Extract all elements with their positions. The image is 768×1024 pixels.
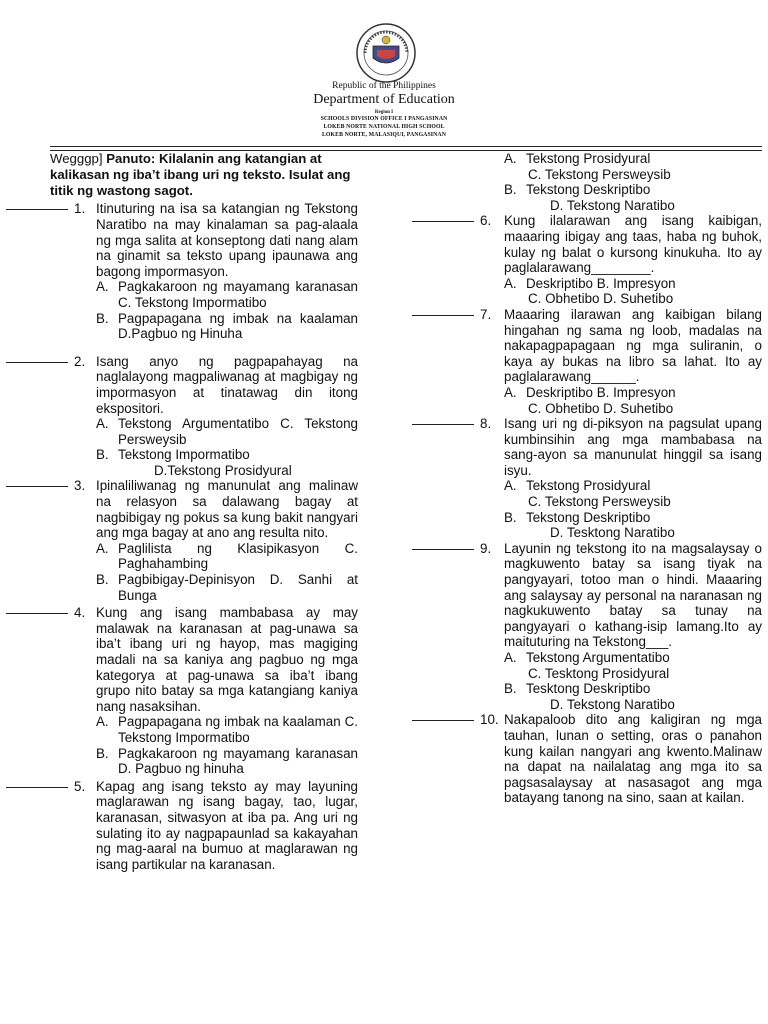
answer-blank[interactable] — [6, 478, 68, 487]
answer-blank[interactable] — [412, 213, 474, 222]
question-number: 3. — [74, 478, 86, 494]
question-text: Kung ilalarawan ang isang kaibigan, maaaring ibigay ang taas, haba ng buhok, kulay ng balat o kursong kinukuha. Ito ay paglalarawang________. — [504, 213, 762, 276]
question-number: 9. — [480, 540, 492, 556]
answer-blank[interactable] — [6, 605, 68, 614]
option-text: Tekstong Impormatibo — [118, 447, 250, 463]
option-text: C. Tekstong Persweysib — [528, 494, 671, 510]
option-letter: A. — [504, 275, 517, 291]
republic-label: Republic of the Philippines — [332, 81, 436, 91]
option-letter: A. — [96, 540, 109, 556]
division-office: SCHOOLS DIVISION OFFICE I PANGASINAN — [320, 116, 448, 122]
question-text: Isang uri ng di-piksyon na pagsulat upang kumbinsihin ang mga mambabasa na sang-ayon sa manunulat hinggil sa isang isyu. — [504, 416, 762, 478]
question-number: 1. — [74, 201, 86, 217]
option-text: Tekstong Argumentatibo C. Tekstong Persweysib — [118, 416, 358, 447]
option-text: Deskriptibo B. Impresyon — [526, 275, 676, 291]
question-text: Kung ang isang mambabasa ay may malawak na karanasan at pag-unawa sa iba’t ibang uri ng hayop, mas magiging madali na sa kaniya ang pagbuo ng mga kategorya at pag-unawa sa iba’t ibang grupo nito batay sa mga katangiang kaniya nang nasaksihan. — [96, 605, 358, 714]
instruction-text: Panuto: Kilalanin ang katangian at kalikasan ng iba’t ibang uri ng teksto. Isulat ang titik ng wastong sagot. — [50, 151, 351, 198]
right-column — [412, 151, 762, 806]
question-8 — [412, 416, 762, 541]
answer-blank[interactable] — [6, 201, 68, 210]
deped-seal — [355, 22, 417, 84]
answer-blank[interactable] — [412, 541, 474, 550]
instructions — [50, 151, 358, 198]
option-letter: A. — [96, 714, 109, 730]
option-letter: A. — [96, 416, 109, 432]
option-letter: A. — [96, 279, 109, 295]
question-number: 2. — [74, 353, 86, 369]
question-9 — [412, 541, 762, 713]
question-text: Isang anyo ng pagpapahayag na naglalayong magpaliwanag at magbigay ng impormasyon at tinatawag din itong ekspositori. — [96, 353, 358, 416]
option-letter: B. — [96, 310, 109, 326]
question-5 — [6, 779, 358, 873]
option-text: Tekstong Argumentatibo — [526, 650, 670, 665]
option-text: Tekstong Deskriptibo — [526, 509, 651, 525]
option-text: Tekstong Prosidyural — [526, 151, 651, 166]
question-number: 8. — [480, 416, 492, 432]
school-name: LOKEB NORTE NATIONAL HIGH SCHOOL — [323, 124, 445, 130]
option-letter: B. — [504, 182, 517, 198]
answer-blank[interactable] — [6, 354, 68, 363]
option-letter: B. — [504, 681, 517, 697]
question-text: Maaaring ilarawan ang kaibigan bilang hingahan ng sama ng loob, madalas na nakapagpapagaan ng mga suliranin, o kaya ay bukas na libro sa lahat. Ito ay paglalarawang______. — [504, 306, 762, 385]
question-1 — [6, 201, 358, 341]
option-text: D. Tekstong Naratibo — [550, 197, 675, 213]
question-10 — [412, 712, 762, 806]
option-text: Pagkakaroon ng mayamang karanasan C. Tekstong Impormatibo — [118, 279, 358, 310]
header-rule-top — [50, 146, 762, 147]
region-label: Region I — [374, 110, 394, 115]
department-title: Department of Education — [313, 92, 455, 107]
question-4 — [6, 605, 358, 777]
option-text: Pagkakaroon ng mayamang karanasan D. Pagbuo ng hinuha — [118, 745, 358, 777]
answer-blank[interactable] — [412, 712, 474, 721]
option-letter: A. — [504, 384, 517, 400]
option-text: Pagbibigay-Depinisyon D. Sanhi at Bunga — [118, 572, 358, 603]
option-text: Tesktong Deskriptibo — [526, 681, 651, 697]
question-number: 10. — [480, 712, 499, 728]
question-number: 7. — [480, 306, 492, 322]
option-text: Pagpapagana ng imbak na kaalaman D.Pagbuo ng Hinuha — [118, 310, 358, 342]
question-text: Itinuturing na isa sa katangian ng Tekstong Naratibo na may kinalaman sa pag-alaala ng mga salita at konseptong dati nang alam na ginamit sa teksto upang ipaunawa ang bagong impormasyon. — [96, 201, 358, 279]
question-text: Kapag ang isang teksto ay may layuning maglarawan ng isang bagay, tao, lugar, karanasan, sitwasyon at iba pa. Ang uri ng sulating ito ay nagpapaunlad sa kakayahan ng mag-aaral na bumuo at maglarawan ng isang partikular na karanasan. — [96, 778, 358, 872]
question-3 — [6, 478, 358, 603]
option-text: Paglilista ng Klasipikasyon C. Paghahambing — [118, 540, 358, 572]
option-letter: A. — [504, 478, 517, 494]
question-2 — [6, 354, 358, 479]
left-column — [6, 151, 358, 872]
answer-blank[interactable] — [412, 416, 474, 425]
option-text: C. Tesktong Prosidyural — [528, 665, 670, 681]
option-text: D.Tekstong Prosidyural — [154, 462, 292, 478]
option-letter: B. — [96, 572, 109, 588]
question-number: 4. — [74, 605, 86, 621]
instruction-prefix: Wegggp] — [50, 151, 103, 166]
option-text: Tekstong Prosidyural — [526, 478, 651, 494]
answer-blank[interactable] — [412, 307, 474, 316]
question-number: 6. — [480, 213, 492, 229]
question-text: Layunin ng tekstong ito na magsalaysay o magkuwento batay sa isang tiyak na pangyayari, totoo man o hindi. Maaaring ang salaysay ay personal na naranasan ng nagkukuwento batay sa tunay na pangyayari o kathang-isip lamang.Ito ay maituturing na Tekstong___. — [504, 540, 762, 650]
option-text: C. Obhetibo D. Suhetibo — [528, 400, 674, 416]
question-5-options — [412, 151, 762, 213]
question-text: Nakapaloob dito ang kaligiran ng mga tauhan, lunan o setting, oras o panahon kung kailan nangyari ang kwento.Malinaw na dapat na nailalatag ang mga ito sa pagsasalaysay at nasasagot ang mga batayang tanong na sino, saan at kailan. — [504, 712, 762, 806]
option-text: Deskriptibo B. Impresyon — [526, 384, 676, 400]
question-6 — [412, 213, 762, 307]
option-text: D. Tesktong Naratibo — [550, 525, 675, 541]
question-number: 5. — [74, 778, 86, 794]
option-text: Pagpapagana ng imbak na kaalaman C. Tekstong Impormatibo — [118, 714, 358, 745]
option-text: C. Tekstong Persweysib — [528, 166, 671, 182]
school-address: LOKEB NORTE, MALASIQUI, PANGASINAN — [321, 132, 447, 138]
option-letter: A. — [504, 151, 517, 166]
answer-blank[interactable] — [6, 779, 68, 788]
option-letter: B. — [96, 447, 109, 463]
option-text: Tekstong Deskriptibo — [526, 182, 651, 198]
option-text: C. Obhetibo D. Suhetibo — [528, 291, 674, 307]
option-letter: B. — [504, 509, 517, 525]
option-letter: A. — [504, 650, 517, 665]
option-letter: B. — [96, 745, 109, 761]
question-text: Ipinaliliwanag ng manunulat ang malinaw na relasyon sa dalawang bagay at nagbibigay ng pokus sa kung bakit nangyari ang mga bagay at ano ang resulta nito. — [96, 478, 358, 541]
option-text: D. Tekstong Naratibo — [550, 696, 675, 712]
question-7 — [412, 307, 762, 416]
